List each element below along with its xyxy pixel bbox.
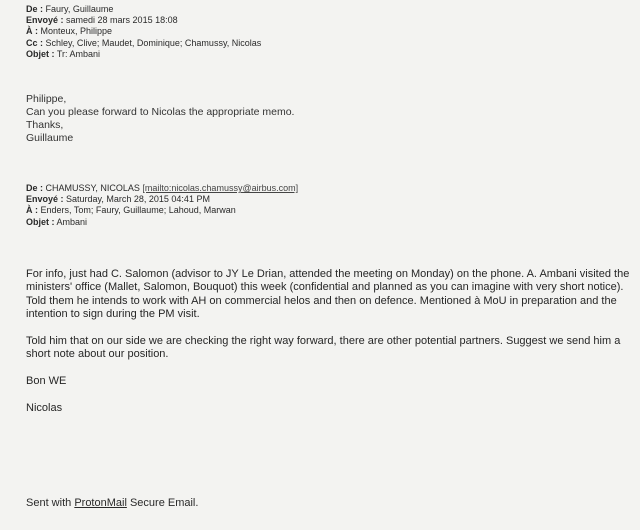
protonmail-link[interactable]: ProtonMail [74, 497, 127, 509]
paragraph-bon-we: Bon WE [26, 375, 67, 388]
footer-prefix: Sent with [26, 497, 72, 509]
mailto-link[interactable]: [mailto:nicolas.chamussy@airbus.com] [142, 183, 299, 193]
salutation: Philippe, [26, 93, 67, 105]
header-subject-row [26, 217, 298, 228]
header-cc-row [26, 38, 261, 49]
paragraph-signature: Nicolas [26, 402, 63, 415]
sent-label: Envoyé : [26, 15, 64, 26]
request-line: Can you please forward to Nicolas the appropriate memo. [26, 106, 295, 118]
cc-label: Cc : [26, 37, 44, 48]
subject-value: Tr: Ambani [56, 48, 101, 59]
to-label: À : [26, 205, 38, 216]
header-sent-row [26, 15, 261, 26]
subject-value: Ambani [56, 216, 88, 227]
to-value: Monteux, Philippe [40, 26, 113, 37]
header-from-row [26, 183, 298, 194]
cc-value: Schley, Clive; Maudet, Dominique; Chamussy, Nicolas [45, 37, 262, 48]
from-value: CHAMUSSY, NICOLAS [45, 183, 140, 193]
signature: Guillaume [26, 132, 74, 144]
to-label: À : [26, 26, 38, 37]
footer-suffix: Secure Email. [129, 497, 199, 509]
from-label: De : [26, 183, 44, 193]
header-from-row [26, 4, 261, 15]
from-value: Faury, Guillaume [45, 4, 114, 14]
header-sent-row [26, 194, 298, 205]
original-message-body [26, 268, 636, 429]
email-header-original [26, 183, 298, 228]
sent-value: samedi 28 mars 2015 18:08 [66, 15, 178, 26]
header-subject-row [26, 49, 261, 60]
closing: Thanks, [26, 119, 64, 131]
to-value: Enders, Tom; Faury, Guillaume; Lahoud, Marwan [40, 205, 236, 216]
subject-label: Objet : [26, 216, 55, 227]
sent-label: Envoyé : [26, 194, 64, 205]
paragraph-position: Told him that on our side we are checking the right way forward, there are other potential partners. Suggest we send him a short note about our position. [26, 335, 621, 361]
from-label: De : [26, 4, 44, 14]
paragraph-info: For info, just had C. Salomon (advisor to JY Le Drian, attended the meeting on Monday) on the phone. A. Ambani visited the ministers' office (Mallet, Salomon, Bouquot) this week (confidential and planned as you can imagine with very short notice). Told them he intends to work with AH on commercial helos and then on defence. Mentioned à MoU in preparation and the intention to sign during the PM visit. [26, 268, 630, 321]
subject-label: Objet : [26, 48, 55, 59]
forward-message-body [26, 93, 294, 145]
footer [26, 497, 198, 509]
header-to-row [26, 205, 298, 216]
sent-value: Saturday, March 28, 2015 04:41 PM [66, 194, 210, 205]
email-header-forward [26, 4, 261, 60]
header-to-row [26, 26, 261, 37]
